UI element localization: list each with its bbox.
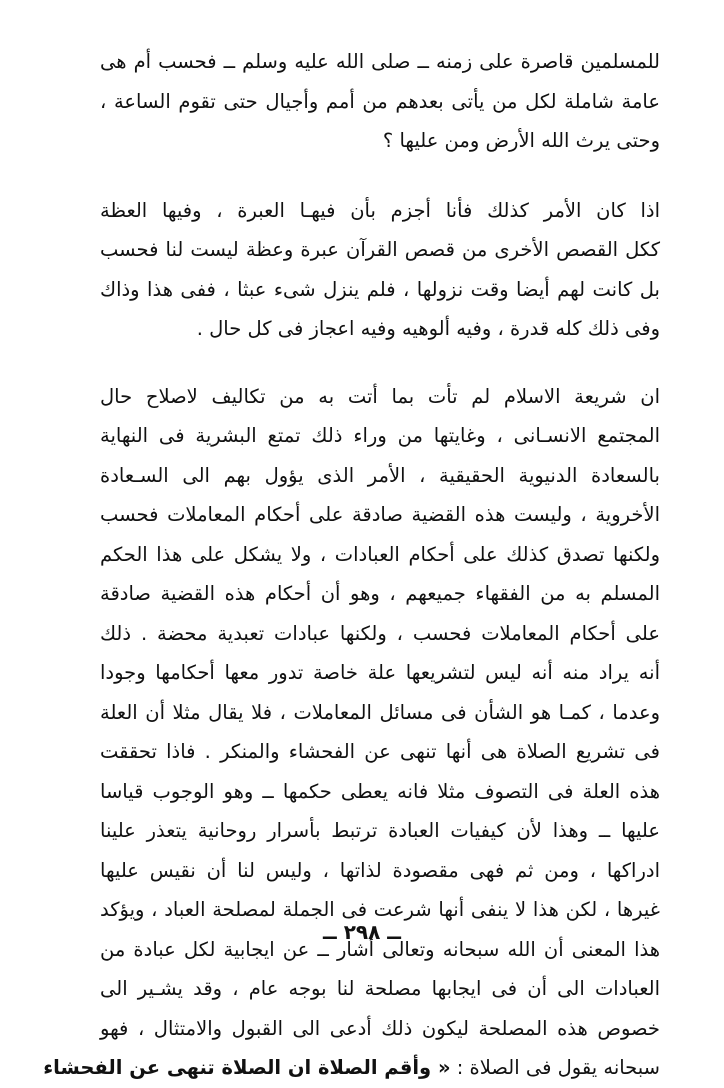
quran-quote: « وأقم الصلاة ان الصلاة تنهى عن الفحشاء	[43, 1056, 451, 1079]
paragraph-1	[100, 42, 660, 161]
text-plain: سبحانه يقول فى الصلاة :	[456, 1056, 660, 1079]
text-line: غيرها ، لكن هذا لا ينفى أنها شرعت فى الجملة لمصلحة العباد ، ويؤكد	[100, 898, 660, 921]
text-line: ولكنها تصدق كذلك على أحكام العبادات ، ولا يشكل على هذا الحكم	[100, 542, 660, 566]
text-line-final	[43, 1048, 660, 1088]
text-line: ان شريعة الاسلام لم تأت بما أتت به من تكاليف لاصلاح حال	[100, 384, 660, 408]
text-line: للمسلمين قاصرة على زمنه ــ صلى الله عليه وسلم ــ فحسب أم هى	[100, 50, 660, 73]
paragraph-gap	[100, 349, 660, 377]
paragraph-3	[43, 377, 660, 1088]
text-line: وعدما ، كمـا هو الشأن فى مسائل المعاملات ، فلا يقال مثلا أن العلة	[100, 700, 660, 724]
paragraph-2	[100, 191, 660, 349]
text-line: وفى ذلك كله قدرة ، وفيه ألوهيه وفيه اعجاز فى كل حال .	[196, 317, 660, 340]
text-line: اذا كان الأمر كذلك فأنا أجزم بأن فيهـا العبرة ، وفيها العظة	[100, 198, 660, 222]
text-line: فى تشريع الصلاة هى أنها تنهى عن الفحشاء والمنكر . فاذا تحققت	[100, 740, 660, 763]
page-number: ــ ٢٩٨ ــ	[323, 920, 401, 944]
paragraph-gap	[100, 161, 660, 191]
text-line: ادراكها ، ومن ثم فهى مقصودة لذاتها ، وليس لنا أن نقيس عليها	[100, 858, 660, 882]
text-line: هذا المعنى أن الله سبحانه وتعالى أشار ــ عن ايجابية لكل عبادة من	[100, 937, 660, 961]
text-line: بل كانت لهم أيضا وقت نزولها ، فلم ينزل شىء عبثا ، ففى هذا وذاك	[100, 277, 660, 301]
text-line: هذه العلة فى التصوف مثلا فانه يعطى حكمها ــ وهو الوجوب قياسا	[100, 779, 660, 803]
text-line: وحتى يرث الله الأرض ومن عليها ؟	[382, 129, 660, 152]
text-line: المجتمع الانسـانى ، وغايتها من وراء ذلك تمتع البشرية فى النهاية	[100, 424, 660, 447]
text-line: المسلم به من الفقهاء جميعهم ، وهو أن أحكام هذه القضية صادقة	[100, 582, 660, 605]
text-line: عامة شاملة لكل من يأتى بعدهم من أمم وأجيال حتى تقوم الساعة ،	[100, 89, 660, 113]
text-line: بالسعادة الدنيوية الحقيقية ، الأمر الذى يؤول بهم الى السـعادة	[100, 463, 660, 487]
text-line: ككل القصص الأخرى من قصص القرآن عبرة وعظة ليست لنا فحسب	[100, 238, 660, 261]
text-line: العبادات الى أن فى ايجابها مصلحة لنا بوجه عام ، وقد يشـير الى	[100, 977, 660, 1000]
text-line: على أحكام المعاملات فحسب ، ولكنها عبادات تعبدية محضة . ذلك	[100, 621, 660, 645]
text-line: الأخروية ، وليست هذه القضية صادقة على أحكام المعاملات فحسب	[100, 503, 660, 526]
text-line: خصوص هذه المصلحة ليكون ذلك أدعى الى القبول والامتثال ، فهو	[100, 1016, 660, 1040]
text-line: عليها ــ وهذا لأن كيفيات العبادة ترتبط بأسرار روحانية يتعذر علينا	[100, 819, 660, 842]
text-line: أنه يراد منه أنه ليس لتشريعها علة خاصة تدور معها أحكامها وجودا	[100, 661, 660, 684]
